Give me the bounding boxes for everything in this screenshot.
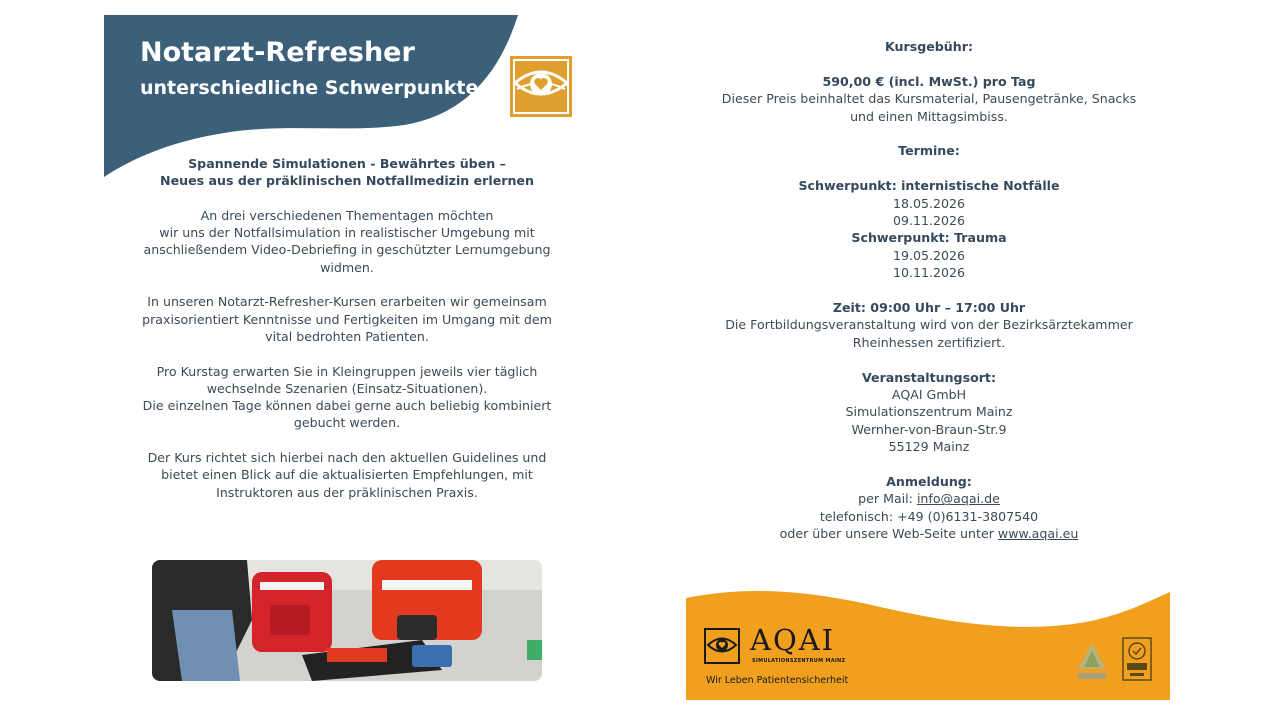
paragraph-scenarios [136, 363, 558, 432]
fee-note-line: und einen Mittagsimbiss. [850, 108, 1008, 124]
text-line: anschließendem Video-Debriefing in geschützter Lernumgebung [143, 242, 551, 258]
paragraph-guidelines [136, 449, 558, 501]
mail-prefix: per Mail: [858, 491, 917, 507]
date-item: 19.05.2026 [892, 247, 966, 263]
brand-name: AQAI [750, 623, 836, 657]
text-line: Der Kurs richtet sich hierbei nach den aktuellen Guidelines und [147, 450, 547, 466]
dates-heading: Termine: [898, 143, 960, 159]
venue-line: Wernher-von-Braun-Str.9 [851, 421, 1007, 437]
page-title: Notarzt-Refresher [140, 37, 415, 68]
text-line: gebucht werden. [293, 415, 401, 431]
mail-line [700, 490, 1158, 507]
text-line: bietet einen Blick auf die aktualisierten Empfehlungen, mit [161, 467, 533, 483]
simulation-photo [152, 560, 542, 681]
page-subtitle: unterschiedliche Schwerpunkte [140, 77, 479, 99]
fee-heading: Kursgebühr: [885, 39, 973, 54]
web-line [700, 525, 1158, 542]
text-line: Pro Kurstag erwarten Sie in Kleingruppen jeweils vier täglich [156, 363, 538, 379]
website-link[interactable]: www.aqai.eu [997, 526, 1079, 542]
venue-line: AQAI GmbH [891, 387, 967, 403]
venue-line: Simulationszentrum Mainz [845, 404, 1013, 420]
course-details [700, 38, 1158, 543]
phone-line: telefonisch: +49 (0)6131-3807540 [819, 508, 1039, 524]
text-line: Instruktoren aus der präklinischen Praxis. [216, 484, 478, 500]
venue-line: 55129 Mainz [888, 439, 970, 455]
brand-slogan: Wir Leben Patientensicherheit [706, 675, 849, 686]
text-line: In unseren Notarzt-Refresher-Kursen erarbeiten wir gemeinsam [147, 294, 547, 310]
focus-trauma-heading: Schwerpunkt: Trauma [851, 230, 1007, 246]
date-item: 18.05.2026 [892, 195, 966, 211]
venue-heading: Veranstaltungsort: [862, 369, 996, 385]
focus-internal-heading: Schwerpunkt: internistische Notfälle [798, 178, 1060, 194]
aqai-logo-icon [704, 628, 740, 664]
certification-badge-icon [1076, 639, 1108, 683]
time-heading: Zeit: 09:00 Uhr – 17:00 Uhr [832, 300, 1026, 316]
certification-line: Rheinhessen zertifiziert. [852, 334, 1006, 350]
fee-note-line: Dieser Preis beinhaltet das Kursmaterial, Pausengetränke, Snacks [721, 91, 1137, 107]
fee-price: 590,00 € (incl. MwSt.) pro Tag [822, 73, 1036, 89]
course-description [136, 155, 558, 518]
paragraph-courses [136, 293, 558, 345]
text-line: praxisorientiert Kenntnisse und Fertigkeiten im Umgang mit dem [142, 311, 552, 327]
text-line: An drei verschiedenen Thementagen möchten [200, 207, 494, 223]
text-line: vital bedrohten Patienten. [265, 328, 429, 344]
certification-line: Die Fortbildungsveranstaltung wird von der Bezirksärztekammer [725, 317, 1133, 333]
intro-heading [136, 155, 558, 190]
paragraph-themedays [136, 207, 558, 276]
registration-heading: Anmeldung: [886, 474, 972, 490]
text-line: wir uns der Notfallsimulation in realistischer Umgebung mit [159, 225, 535, 241]
heart-eye-logo-icon [509, 55, 573, 118]
web-prefix: oder über unsere Web-Seite unter [779, 526, 998, 542]
text-line: Die einzelnen Tage können dabei gerne auch beliebig kombiniert [142, 398, 552, 414]
intro-line: Spannende Simulationen - Bewährtes üben – [188, 156, 506, 171]
brand-subtitle: SIMULATIONSZENTRUM MAINZ [752, 658, 846, 664]
date-item: 09.11.2026 [892, 213, 966, 229]
simulation-scene-image [152, 560, 542, 681]
text-line: widmen. [320, 259, 374, 275]
date-item: 10.11.2026 [892, 265, 966, 281]
text-line: wechselnde Szenarien (Einsatz-Situationen). [206, 380, 488, 396]
email-link[interactable]: info@aqai.de [916, 491, 1000, 507]
ukas-badge-icon [1122, 637, 1152, 681]
intro-line: Neues aus der präklinischen Notfallmedizin erlernen [160, 173, 534, 189]
header-banner [104, 15, 518, 177]
